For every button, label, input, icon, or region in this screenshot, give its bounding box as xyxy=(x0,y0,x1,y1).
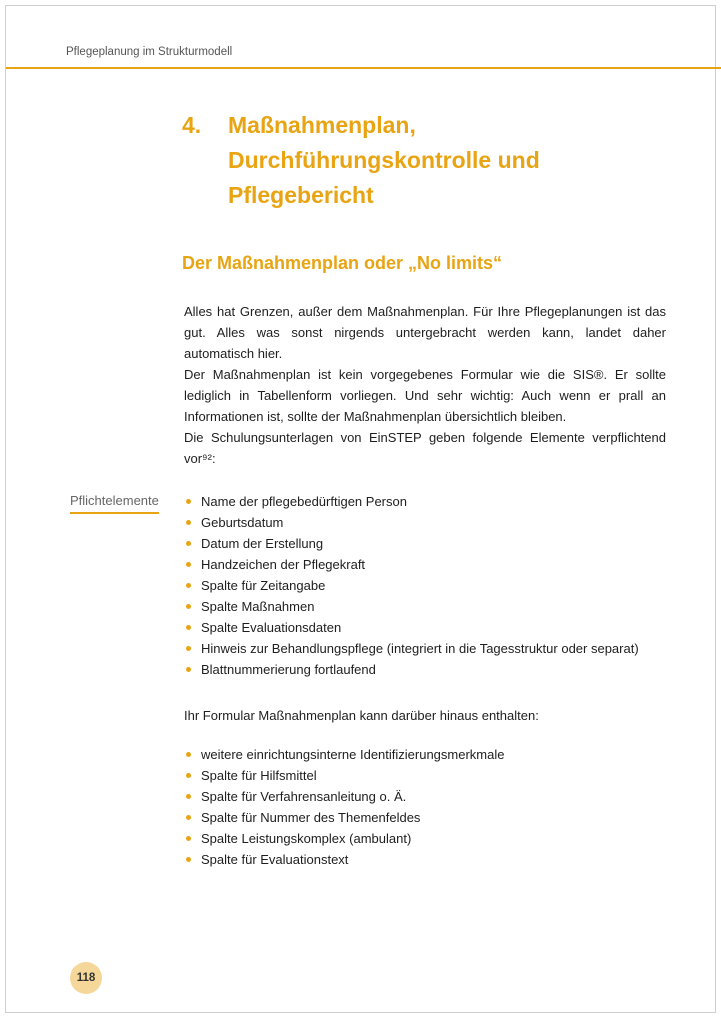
optional-intro: Ihr Formular Maßnahmenplan kann darüber hinaus enthalten: xyxy=(184,708,539,723)
running-header: Pflegeplanung im Strukturmodell xyxy=(66,46,233,58)
body-text xyxy=(184,301,666,469)
document-page xyxy=(5,5,716,1013)
list-item: Spalte Maßnahmen xyxy=(184,596,674,617)
optional-elements-list xyxy=(184,744,674,870)
list-item: Spalte für Evaluationstext xyxy=(184,849,674,870)
list-item: Datum der Erstellung xyxy=(184,533,674,554)
list-item: Spalte für Nummer des Themenfeldes xyxy=(184,807,674,828)
list-item: Blattnummerierung fortlaufend xyxy=(184,659,674,680)
header-rule xyxy=(6,67,721,69)
chapter-title xyxy=(228,108,648,213)
mandatory-elements-list xyxy=(184,491,674,680)
list-item: Handzeichen der Pflegekraft xyxy=(184,554,674,575)
list-item: Spalte für Hilfsmittel xyxy=(184,765,674,786)
list-item: Hinweis zur Behandlungspflege (integriert in die Tagesstruktur oder separat) xyxy=(184,638,674,659)
list-item: weitere einrichtungsinterne Identifizierungsmerkmale xyxy=(184,744,674,765)
chapter-title-line: Pflegebericht xyxy=(228,182,374,208)
paragraph: Die Schulungsunterlagen von EinSTEP geben folgende Elemente verpflichtend vor⁹²: xyxy=(184,430,666,466)
list-item: Spalte Leistungskomplex (ambulant) xyxy=(184,828,674,849)
section-heading: Der Maßnahmenplan oder „No limits“ xyxy=(182,253,503,273)
side-label-mandatory: Pflichtelemente xyxy=(70,493,159,514)
chapter-heading xyxy=(182,108,648,213)
chapter-title-line: Durchführungskontrolle und xyxy=(228,147,540,173)
list-item: Name der pflegebedürftigen Person xyxy=(184,491,674,512)
paragraph: Alles hat Grenzen, außer dem Maßnahmenplan. Für Ihre Pflegeplanungen ist das gut. Alles was sonst nirgends untergebracht werden kann, landet daher automatisch hier. xyxy=(184,304,666,361)
chapter-number: 4. xyxy=(182,112,202,138)
list-item: Spalte für Zeitangabe xyxy=(184,575,674,596)
list-item: Geburtsdatum xyxy=(184,512,674,533)
list-item: Spalte Evaluationsdaten xyxy=(184,617,674,638)
list-item: Spalte für Verfahrensanleitung o. Ä. xyxy=(184,786,674,807)
page-number: 118 xyxy=(70,962,102,994)
chapter-title-line: Maßnahmenplan, xyxy=(228,112,416,138)
paragraph: Der Maßnahmenplan ist kein vorgegebenes Formular wie die SIS®. Er sollte lediglich in Tabellenform vorliegen. Und sehr wichtig: Auch wenn er prall an Informationen ist, sollte der Maßnahmenplan übersichtlich bleiben. xyxy=(184,367,666,424)
